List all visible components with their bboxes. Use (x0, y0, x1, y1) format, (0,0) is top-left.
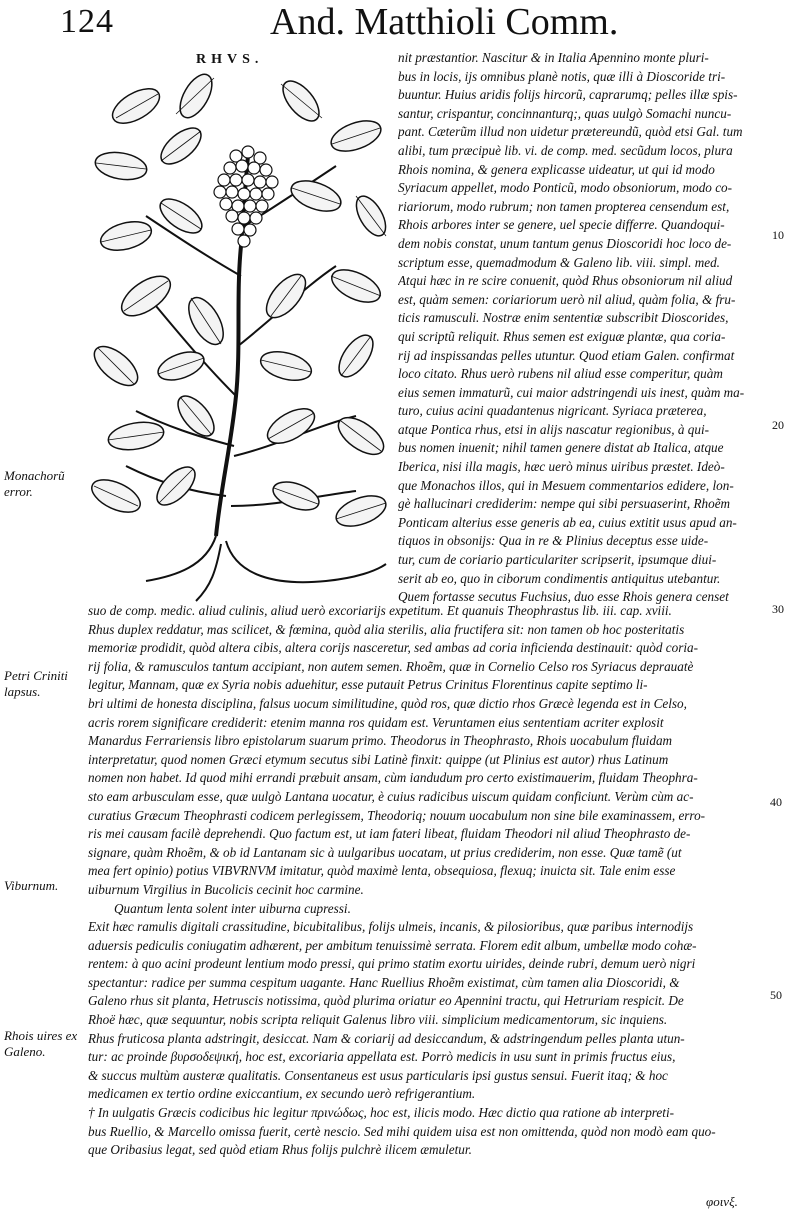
text-line: rij ad inspissandas pelles utuntur. Quod etiam Galen. confirmat (398, 347, 735, 363)
text-line: Rhois arbores inter se genere, uel specie differre. Quandoqui- (398, 217, 725, 233)
text-line: medicamen ex tertio ordine exiccantium, ex secundo uerò refrigerantium. (88, 1086, 476, 1102)
line-number: 30 (772, 602, 784, 616)
text-line: dem nobis constat, unum tantum genus Dioscoridi hoc loco de- (398, 235, 732, 251)
annotation-line: que Oribasius legat, sed quòd etiam Rhus folijs pulchrè ilicem æmuletur. (88, 1142, 472, 1158)
text-line: mea fert opinio) potius VIBVRNVM imitatur, quòd maximè lenta, obsequiosa, flexuq; inuicta sit. Tale enim esse (88, 863, 676, 879)
text-line: Rhoë hæc, quæ sequuntur, nobis scripta reliquit Galenus libro viii. simplicium medicamentorum, sic inquiens. (88, 1012, 668, 1028)
text-line: tur: ac proinde βυρσοδεψική, hoc est, excoriaria appellata est. Porrò medicis in usu sunt in primis fructus eius, (88, 1049, 676, 1065)
text-line: serit ab eo, quo in ciborum condimentis antiquitus utebantur. (398, 570, 721, 586)
text-line: & succus multùm austeræ qualitatis. Consentaneus est usus particularis ipsi gustus sensui. Fuerit itaq; & hoc (88, 1067, 668, 1083)
text-line: acris rorem significare crediderit: etenim manna ros quidam est. Veruntamen eius sententiam acriter explosit (88, 714, 664, 730)
annotation-line: bus Ruellio, & Marcello omissa fuerit, certè nescio. Sed mihi quidem uisa est non omittenda, quòd non modò eam quo- (88, 1123, 716, 1139)
text-line: signare, quàm Rhoẽm, & ob id Lantanam sic à uulgaribus uocatam, ut prius crediderim, non esse. Quæ tamẽ (ut (88, 844, 682, 860)
full-width-text (88, 602, 716, 1160)
text-line: suo de comp. medic. aliud culinis, aliud uerò excoriarijs expetitum. Et quanuis Theophrastus lib. iii. cap. xviii. (88, 603, 672, 618)
text-line: qui scriptũ reliquit. Rhus semen est exiguæ plantæ, qua coria- (398, 328, 726, 344)
page-number: 124 (60, 3, 114, 40)
line-number: 50 (770, 988, 782, 1002)
text-line: Manardus Ferrariensis libro epistolarum suarum primo. Theodorus in Theophrasto, Rhois uocabulum fluidam (88, 733, 673, 749)
text-line: Iberica, nisi illa magis, hæc uerò minus uiribus præstet. Ideò- (398, 459, 725, 475)
text-line: spectantur: radice per summa cespitum uagante. Hanc Ruellius Rhoẽm existimat, cùm tamen alia Dioscoridi, & (88, 974, 680, 990)
text-line: curatius Græcum Theophrasti codicem perlegissem, Theodoriq; nouum uocabulum non sine bile examinassem, erro- (88, 807, 706, 823)
figure-caption: RHVS. (196, 52, 264, 67)
margin-note-viburnum: Viburnum. (4, 878, 59, 893)
text-line: bri ultimi de honesta disciplina, falsus uocum similitudine, quòd ros, quæ dictio rhos Græcè legenda est in Celso, (88, 695, 687, 711)
text-line: bus nomen inuenit; nihil tamen genere distat ab Italica, atque (398, 440, 724, 456)
page-header (0, 0, 787, 46)
margin-note-monachorum: Monachorũ error. (4, 468, 65, 499)
text-line: Exit hæc ramulis digitali crassitudine, bicubitalibus, folijs ulmeis, incanis, & pilosioribus, quæ paribus internodijs (88, 919, 694, 935)
text-line: Rhois nomina, & genera explicasse uideatur, ut qui id modo (398, 161, 715, 177)
text-line: pant. Cæterũm illud non uidetur prætereundũ, quòd etsi Gal. tum (398, 124, 743, 140)
text-line: Syriacum appellet, modo Ponticũ, modo obsoniorum, modo co- (398, 180, 733, 196)
text-line: gè hallucinari crediderim: nempe qui sibi persuaserint, Rhoẽm (398, 496, 731, 512)
text-line: nomen non habet. Id quod mihi errandi præbuit ansam, cùm iandudum pro certo existimauerim, fluidam Theophra- (88, 770, 698, 786)
text-line: memoriæ prodidit, quòd altera cibis, altera corijs nasceretur, sed ambas ad coria inficienda destinauit: quòd coria- (88, 640, 698, 656)
margin-note-criniti: Petri Criniti lapsus. (4, 668, 68, 699)
text-line: interpretatur, quod nomen Græci etymum secutus sibi Latinè finxit: quippe (ut Plinius est autor) rhus Latinum (88, 751, 669, 767)
catchword: φοινξ. (706, 1194, 738, 1209)
text-line: buuntur. Huius aridis folijs hircorũ, caprarumq; pelles illæ spis- (398, 87, 738, 103)
text-line: uiburnum Virgilius in Bucolicis cecinit hoc carmine. (88, 881, 364, 897)
text-line: rentem: à quo acini prodeunt lentium modo pressi, qui primo statim exortu uirides, deinde rubri, demum uerò nigri (88, 956, 696, 972)
line-number: 40 (770, 795, 782, 809)
text-line: bus in locis, ijs omnibus planè notis, quæ illi à Dioscoride tri- (398, 68, 726, 84)
text-line: nit præstantior. Nascitur & in Italia Apennino monte pluri- (398, 50, 709, 65)
text-line: que Monachos illos, qui in Mesuem commentarios edidere, lon- (398, 477, 734, 493)
text-line: legitur, Mannam, quæ ex Syria nobis aduehitur, esse putauit Petrus Crinitus Florentinus capite septimo li- (88, 677, 648, 693)
text-line: riariorum, modo rubrum; non tamen propterea censendum est, (398, 198, 730, 214)
text-line: eius semen immaturũ, cui maior adstringendi uis inest, quàm ma- (398, 384, 745, 400)
margin-note-rhois-uires: Rhois uires ex Galeno. (4, 1028, 78, 1059)
text-line: Rhus duplex reddatur, mas scilicet, & fœmina, quòd alia sterilis, alia fructifera sit: non tamen ob hoc posteritatis (88, 621, 685, 637)
text-line: tiquos in obsonijs: Qua in re & Plinius deceptus esse uide- (398, 533, 709, 549)
text-line: Galeno rhus sit planta, Hetruscis notissima, quòd plurima oriatur eo Apennini tractu, qui Hetruriam respicit. De (88, 993, 684, 1009)
annotation-line: † In uulgatis Græcis codicibus hic legitur πρινώδως, hoc est, ilicis modo. Hæc dictio qua ratione ab interpreti- (88, 1105, 674, 1121)
line-number: 10 (772, 228, 784, 242)
line-number: 20 (772, 418, 784, 432)
text-line: Quem fortasse secutus Fuchsius, duo esse Rhois genera censet (398, 589, 729, 605)
right-column-text (398, 49, 744, 607)
text-line: est, quàm semen: coriariorum uerò nil aliud, quàm folia, & fru- (398, 291, 736, 307)
text-line: Ponticam alterius esse generis ab ea, cuius extitit usus apud an- (398, 514, 737, 530)
text-line: rij folia, & ramusculos tantum accipiant, non autem semen. Rhoẽm, quæ in Cornelio Celso ros Syriacus deprauatè (88, 658, 694, 674)
text-line: Atqui hæc in re scire conuenit, quòd Rhus obsoniorum nil aliud (398, 273, 733, 289)
text-line: santur, crispantur, concinnanturq;, quas uulgò Somachi nuncu- (398, 105, 732, 121)
rhus-plant-illustration (86, 66, 392, 606)
text-line: ris mei causam facilè deprehendi. Quo factum est, ut iam fateri libeat, fluidam Theodori nil aliud Theophrasto de- (88, 826, 691, 842)
text-line: scriptum esse, quemadmodum & Galeno lib. viii. simpl. med. (398, 254, 720, 270)
text-line: atque Pontica rhus, etsi in alijs nascatur regionibus, à qui- (398, 421, 710, 437)
text-line: Rhus fruticosa planta adstringit, desiccat. Nam & coriarij ad desiccandum, & adstringendum pelles planta utun- (88, 1030, 685, 1046)
text-line: ticis ramusculi. Nostræ enim sententiæ subscribit Dioscorides, (398, 310, 729, 326)
text-line: aduersis pediculis coniugatim adhærent, per ambitum tenuissimè serrata. Florem edit album, umbellæ modo cohæ- (88, 937, 697, 953)
text-line: turo, cuius acini quadantenus nigricant. Syriaca præterea, (398, 403, 707, 419)
text-line: loco citato. Rhus uerò rubens nil aliud esse comperitur, quàm (398, 366, 723, 382)
text-line: sto eam arbusculam esse, quæ uulgò Lantana uocatur, è cuius radicibus uiscum quidam conficiunt. Verùm cùm ac- (88, 788, 694, 804)
text-line: tur, cum de coriario particulariter scripserit, ipsumque diui- (398, 552, 717, 568)
verse-quote: Quantum lenta solent inter uiburna cupressi. (114, 900, 351, 916)
running-title: And. Matthioli Comm. (270, 1, 619, 43)
text-line: alibi, tum præcipuè lib. vi. de comp. med. secũdum locos, plura (398, 142, 733, 158)
